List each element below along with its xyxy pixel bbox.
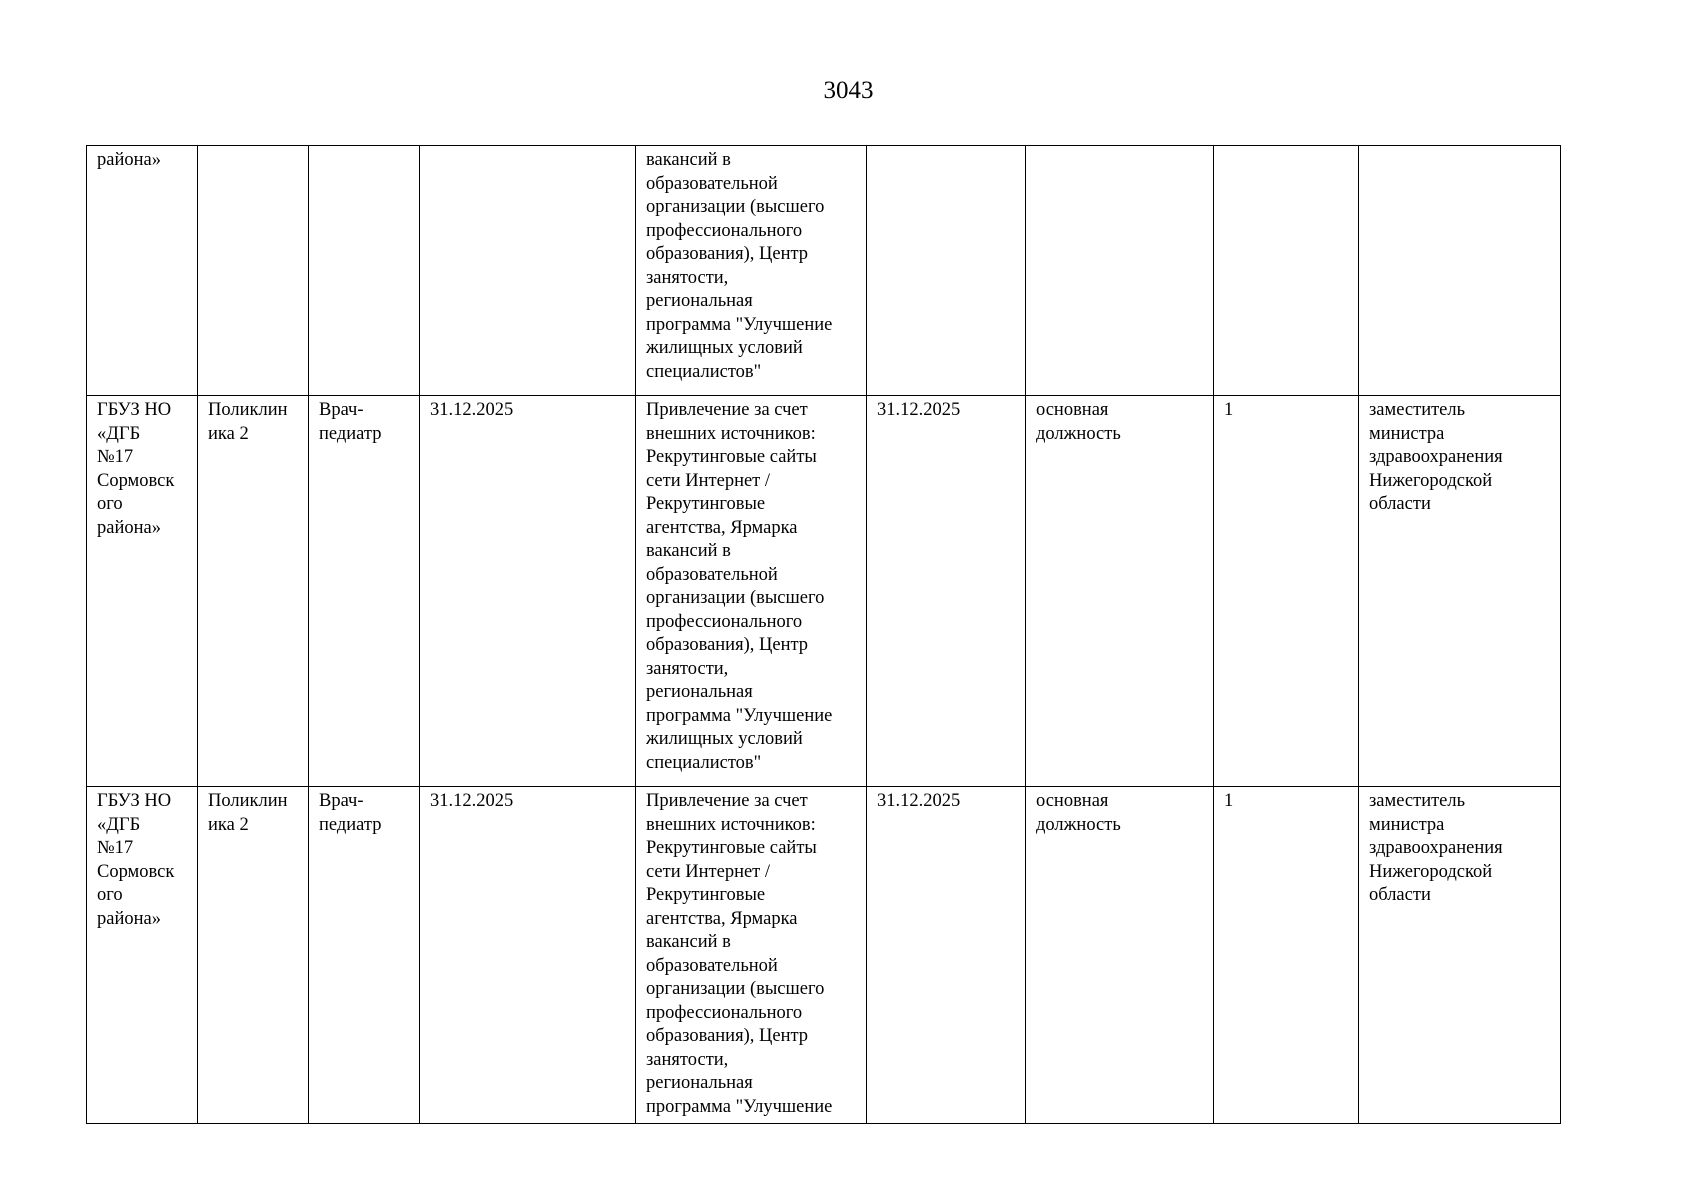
- page-number: 3043: [823, 77, 874, 104]
- responsible-cell: заместитель министра здравоохранения Нижегородской области: [1359, 787, 1561, 1124]
- deadline-cell: 31.12.2025: [420, 396, 636, 787]
- deadline-cell: 31.12.2025: [420, 787, 636, 1124]
- date-cell: 31.12.2025: [867, 396, 1026, 787]
- date-cell: 31.12.2025: [867, 787, 1026, 1124]
- table-row: [87, 787, 1561, 1124]
- responsible-cell: заместитель министра здравоохранения Нижегородской области: [1359, 396, 1561, 787]
- organization-cell: ГБУЗ НО «ДГБ №17 Сормовск ого района»: [87, 396, 198, 787]
- organization-cell: района»: [87, 146, 198, 396]
- measures-cell: Привлечение за счет внешних источников: Рекрутинговые сайты сети Интернет / Рекрутинговые агентства, Ярмарка вакансий в образовательной организации (высшего профессионального образования), Центр занятости, региональная программа "Улучшение: [636, 787, 867, 1124]
- date-cell: [867, 146, 1026, 396]
- vacancy-table: [86, 145, 1561, 1124]
- table-row: [87, 146, 1561, 396]
- count-cell: 1: [1214, 396, 1359, 787]
- employment-type-cell: [1026, 146, 1214, 396]
- department-cell: Поликлин ика 2: [198, 396, 309, 787]
- department-cell: [198, 146, 309, 396]
- position-cell: Врач- педиатр: [309, 396, 420, 787]
- position-cell: Врач- педиатр: [309, 787, 420, 1124]
- table-row: [87, 396, 1561, 787]
- department-cell: Поликлин ика 2: [198, 787, 309, 1124]
- organization-cell: ГБУЗ НО «ДГБ №17 Сормовск ого района»: [87, 787, 198, 1124]
- count-cell: 1: [1214, 787, 1359, 1124]
- position-cell: [309, 146, 420, 396]
- measures-cell: Привлечение за счет внешних источников: Рекрутинговые сайты сети Интернет / Рекрутинговые агентства, Ярмарка вакансий в образовательной организации (высшего профессионального образования), Центр занятости, региональная программа "Улучшение жилищных условий специалистов": [636, 396, 867, 787]
- employment-type-cell: основная должность: [1026, 787, 1214, 1124]
- deadline-cell: [420, 146, 636, 396]
- responsible-cell: [1359, 146, 1561, 396]
- measures-cell: вакансий в образовательной организации (высшего профессионального образования), Центр занятости, региональная программа "Улучшение жилищных условий специалистов": [636, 146, 867, 396]
- employment-type-cell: основная должность: [1026, 396, 1214, 787]
- count-cell: [1214, 146, 1359, 396]
